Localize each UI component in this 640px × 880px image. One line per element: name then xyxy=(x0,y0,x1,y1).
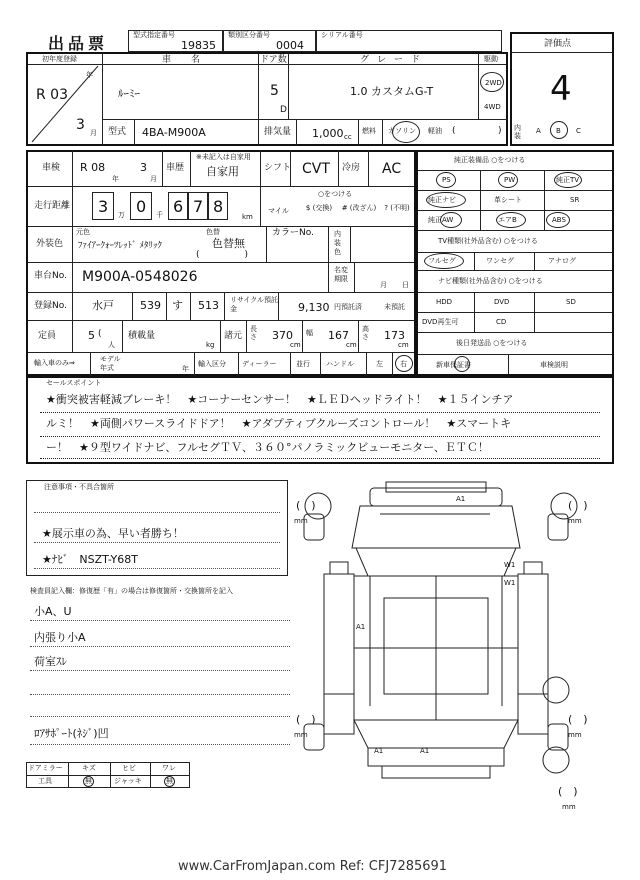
equip-tv-circle xyxy=(554,172,582,188)
interior-selected-circle xyxy=(550,121,568,139)
interior-label: 内装 xyxy=(514,124,521,140)
tire-bracket-rr: ( ) xyxy=(568,713,588,726)
car-name-value: ﾙｰﾐｰ xyxy=(118,87,140,100)
reg-label: 登録No. xyxy=(34,301,67,311)
score-label: 評価点 xyxy=(544,39,572,49)
handle-selected-circle xyxy=(395,355,413,372)
fuel-paren-left: ( xyxy=(452,126,456,136)
drive-2wd: 2WD xyxy=(485,79,502,87)
chassis-value: M900A-0548026 xyxy=(82,269,198,285)
first-reg-label: 初年度登録 xyxy=(42,55,77,63)
color-code-label: カラーNo. xyxy=(272,228,314,238)
fuel-selected-circle xyxy=(392,121,420,143)
color-change-value: 色替無 xyxy=(212,237,245,250)
shaken-label: 車検 xyxy=(42,163,61,173)
width-label: 幅 xyxy=(306,329,313,337)
sales-point-line-2: ルミ！ ★両側パワースライドドア！ ★アダプティブクルーズコントロール！ ★スマートキ xyxy=(46,417,512,430)
mileage-digit-5 xyxy=(208,192,228,220)
footer-ref: www.CarFromJapan.com Ref: CFJ7285691 xyxy=(178,859,448,874)
history-value: 自家用 xyxy=(206,165,239,178)
handle-right: 右 xyxy=(400,360,407,368)
tire-mm-fl: mm xyxy=(294,517,308,525)
mileage-digit-2-text: 0 xyxy=(136,197,147,216)
model-number-box xyxy=(128,30,223,52)
diagram-mark-a1-rear-1: A1 xyxy=(374,747,384,755)
tv-header: TV種類(社外品含む) ○をつける xyxy=(438,237,538,245)
score-value: 4 xyxy=(550,69,572,109)
tv-fullseg: フルセグ xyxy=(428,257,456,265)
shaken-month-unit: 月 xyxy=(150,175,157,183)
equip-airbag-circle xyxy=(496,212,526,228)
load-unit: kg xyxy=(206,341,215,349)
shift-label: シフト xyxy=(264,163,292,173)
orig-color-label: 元色 xyxy=(76,228,90,236)
handle-left: 左 xyxy=(376,360,383,368)
equip-navi-circle xyxy=(426,192,466,208)
name-change-month: 月 xyxy=(380,281,387,289)
fuel-gasoline: ガソリン xyxy=(388,127,416,135)
equip-airbag: エアB xyxy=(498,216,517,224)
model-number-label: 型式指定番号 xyxy=(133,31,175,39)
mileage-man: 万 xyxy=(118,211,125,219)
drive-selected-circle xyxy=(480,72,504,92)
mileage-digit-3 xyxy=(168,192,188,220)
history-note: ※未記入は自家用 xyxy=(196,153,251,161)
interior-color-label: 内装色 xyxy=(334,230,341,256)
first-reg-slash xyxy=(28,64,102,144)
fuel-diesel: 軽油 xyxy=(428,127,442,135)
tv-fullseg-circle xyxy=(424,253,464,269)
type-label: 型式 xyxy=(108,127,127,137)
tire-mm-fr: mm xyxy=(568,517,582,525)
document-title: 出品票 xyxy=(48,34,109,53)
dims-label: 諸元 xyxy=(224,331,243,341)
class-number-box xyxy=(223,30,316,52)
interior-c: C xyxy=(576,127,581,135)
equip-abs-circle xyxy=(546,212,570,228)
diagram-mark-a1-front: A1 xyxy=(456,495,466,503)
name-change-day: 日 xyxy=(402,281,409,289)
color-label: 外装色 xyxy=(36,239,64,249)
equip-aw-circle xyxy=(440,212,462,228)
navi-dvd-play: DVD再生可 xyxy=(422,318,459,326)
first-reg-year: R 03 xyxy=(36,87,68,103)
height-unit: cm xyxy=(398,341,409,349)
handle-label: ハンドル xyxy=(326,360,354,368)
mileage-digit-1-text: 3 xyxy=(98,197,109,216)
width-unit: cm xyxy=(346,341,357,349)
ac-label: 冷房 xyxy=(342,163,361,173)
length-unit: cm xyxy=(290,341,301,349)
tire-bracket-spare: ( ) xyxy=(558,785,578,798)
color-change-label: 色替 xyxy=(206,228,220,236)
import-parallel: 並行 xyxy=(296,360,310,368)
reg-class: 539 xyxy=(140,299,161,312)
inspector-line-2: 内張り小A xyxy=(34,631,86,644)
diagram-mark-w1-b: W1 xyxy=(504,579,516,587)
tire-mm-rr: mm xyxy=(568,731,582,739)
model-number-value: 19835 xyxy=(181,39,216,52)
first-reg-month: 3 xyxy=(76,117,85,133)
mileage-unit: km xyxy=(242,213,253,221)
tire-bracket-fr: ( ) xyxy=(568,499,588,512)
serial-number-label: シリアル番号 xyxy=(321,31,363,39)
import-dealer: ディーラー xyxy=(242,360,277,368)
fuel-paren-right: ) xyxy=(498,126,502,136)
capacity-label: 定員 xyxy=(38,331,57,341)
equip-genuine-aw: 純正AW xyxy=(428,216,454,224)
equip-abs: ABS xyxy=(552,216,566,224)
recycle-value: 9,130 xyxy=(298,301,330,314)
displacement-unit: cc xyxy=(344,133,352,141)
tools-tool-circle xyxy=(83,776,94,787)
tire-mm-spare: mm xyxy=(562,803,576,811)
diagram-mark-a1-left: A1 xyxy=(356,623,366,631)
navi-sd: SD xyxy=(566,298,576,306)
meter-mile: マイル xyxy=(268,207,289,215)
equip-ps: PS xyxy=(442,176,451,184)
sales-point-line-1: ★衝突被害軽減ブレーキ！ ★コーナーセンサー！ ★ＬＥＤヘッドライト！ ★１５インチア xyxy=(46,393,514,406)
first-reg-year-unit: 年 xyxy=(86,71,93,79)
sales-point-label: セールスポイント xyxy=(46,379,102,387)
reg-number: 513 xyxy=(198,299,219,312)
model-year-label: モデル年式 xyxy=(100,355,121,372)
tire-bracket-rl: ( ) xyxy=(296,713,316,726)
equip-genuine-tv: 純正TV xyxy=(556,176,580,184)
doors-value: 5 xyxy=(270,83,279,99)
inspector-line-6: ﾛｱｻﾎﾟｰﾄ(ﾈｼﾞ)凹 xyxy=(34,727,109,740)
orig-color-value: ﾌｧｲｱｰｸｫｰﾂﾚｯﾄﾞ ﾒﾀﾘｯｸ xyxy=(78,241,162,251)
diagram-mark-w1-a: W1 xyxy=(504,561,516,569)
ac-value: AC xyxy=(382,161,402,177)
meter-unknown: ? (不明) xyxy=(384,204,410,212)
grade-value: 1.0 カスタムG-T xyxy=(350,85,434,98)
tools-jack-circle xyxy=(164,776,175,787)
first-reg-month-unit: 月 xyxy=(90,129,97,137)
class-number-value: 0004 xyxy=(276,39,304,52)
reg-kana: す xyxy=(172,299,183,312)
color-change-paren: ( ) xyxy=(196,250,249,260)
equip-sr: SR xyxy=(570,196,580,204)
displacement-value: 1,000 xyxy=(312,127,344,140)
meter-note: ○をつける xyxy=(318,190,353,198)
mileage-digit-5-text: 8 xyxy=(213,197,224,216)
grade-label: グレード xyxy=(360,55,429,65)
shaken-year: R 08 xyxy=(80,161,106,174)
doors-suffix: D xyxy=(280,105,287,115)
equip-genuine-navi: 純正ナビ xyxy=(428,196,456,204)
shift-value: CVT xyxy=(302,161,330,177)
load-label: 積載量 xyxy=(128,331,156,341)
capacity-paren: ( xyxy=(98,329,102,339)
mileage-digit-4 xyxy=(188,192,208,220)
tools-tool-none: 無 xyxy=(85,777,92,785)
length-label: 長さ xyxy=(250,325,257,341)
recycle-label: リサイクル預託金 xyxy=(230,296,279,313)
later-header: 後日発送品 ○をつける xyxy=(456,339,528,347)
history-label: 車歴 xyxy=(166,163,185,173)
tire-bracket-fl: ( ) xyxy=(296,499,316,512)
car-name-label: 車名 xyxy=(162,55,221,65)
mileage-digit-1 xyxy=(92,192,114,220)
navi-header: ナビ種類(社外品含む) ○をつける xyxy=(438,277,543,285)
navi-dvd: DVD xyxy=(494,298,510,306)
mileage-label: 走行距離 xyxy=(34,201,71,211)
inspector-label: 検査員記入欄：修復歴「有」の場合は修復箇所・交換箇所を記入 xyxy=(30,587,233,595)
import-label: 輸入車のみ⇒ xyxy=(34,359,75,367)
tv-analog: アナログ xyxy=(548,257,576,265)
inspector-line-3: 荷室ｽﾚ xyxy=(34,655,67,668)
navi-hdd: HDD xyxy=(436,298,453,306)
width-value: 167 xyxy=(328,329,349,342)
model-year-unit: 年 xyxy=(182,365,189,373)
equip-pw-circle xyxy=(498,172,518,188)
displacement-label: 排気量 xyxy=(264,127,292,137)
interior-b: B xyxy=(556,127,561,135)
height-value: 173 xyxy=(384,329,405,342)
tv-oneseg: ワンセグ xyxy=(486,257,514,265)
capacity-unit: 人 xyxy=(108,341,115,349)
height-label: 高さ xyxy=(362,325,369,341)
reg-area: 水戸 xyxy=(92,299,114,312)
equip-leather: 革シート xyxy=(494,196,522,204)
sales-point-line-3: ー！ ★９型ワイドナビ、フルセグＴＶ、３６０°パノラミックビューモニター、ＥＴＣ！ xyxy=(46,441,489,454)
tools-jack-none: 無 xyxy=(166,777,173,785)
genuine-header: 純正装備品 ○をつける xyxy=(454,156,526,164)
length-value: 370 xyxy=(272,329,293,342)
capacity-value: 5 xyxy=(88,329,95,342)
inspector-line-1: 小A、U xyxy=(34,605,72,618)
mileage-digit-4-text: 7 xyxy=(193,197,204,216)
later-warranty-circle xyxy=(454,356,470,372)
type-value: 4BA-M900A xyxy=(142,126,206,139)
serial-number-box xyxy=(316,30,502,52)
tools-tool: 工具 xyxy=(38,777,52,785)
fuel-label: 燃料 xyxy=(362,127,376,135)
meter-tamper: # (改ざん) xyxy=(341,204,377,212)
drive-4wd: 4WD xyxy=(484,103,501,111)
mileage-sen: 千 xyxy=(156,211,163,219)
drive-label: 駆動 xyxy=(484,55,498,63)
tools-jack: ジャッキ xyxy=(114,777,142,785)
tools-break: ワレ xyxy=(162,764,176,772)
mileage-digit-3-text: 6 xyxy=(173,197,184,216)
notes-label: 注意事項・不具合箇所 xyxy=(44,483,114,491)
tire-mm-rl: mm xyxy=(294,731,308,739)
recycle-unit: 円預託済 xyxy=(334,303,362,311)
notes-line-2: ★ﾅﾋﾞ NSZT-Y68T xyxy=(42,553,138,566)
doors-label: ドア数 xyxy=(260,55,287,65)
tools-crack: ヒビ xyxy=(122,764,136,772)
equip-pw: PW xyxy=(504,176,516,184)
chassis-label: 車台No. xyxy=(34,271,67,281)
meter-exchange: $ (交換) xyxy=(305,204,333,212)
import-type-label: 輸入区分 xyxy=(198,360,226,368)
interior-a: A xyxy=(536,127,541,135)
car-damage-diagram xyxy=(290,478,620,818)
mileage-digit-2 xyxy=(130,192,152,220)
shaken-year-unit: 年 xyxy=(112,175,119,183)
tools-scratch: キズ xyxy=(82,764,96,772)
name-change-label: 名変期限 xyxy=(334,266,348,283)
notes-line-1: ★展示車の為、早い者勝ち！ xyxy=(42,527,184,540)
diagram-mark-a1-rear-2: A1 xyxy=(420,747,430,755)
tools-door-mirror: ドアミラー xyxy=(28,764,63,772)
shaken-month: 3 xyxy=(140,161,147,174)
equip-ps-circle xyxy=(436,172,456,188)
class-number-label: 類別区分番号 xyxy=(228,31,270,39)
later-warranty: 新車保証書 xyxy=(436,361,471,369)
later-manual: 車検説明 xyxy=(540,361,568,369)
recycle-not: 未預託 xyxy=(384,303,405,311)
navi-cd: CD xyxy=(496,318,507,326)
